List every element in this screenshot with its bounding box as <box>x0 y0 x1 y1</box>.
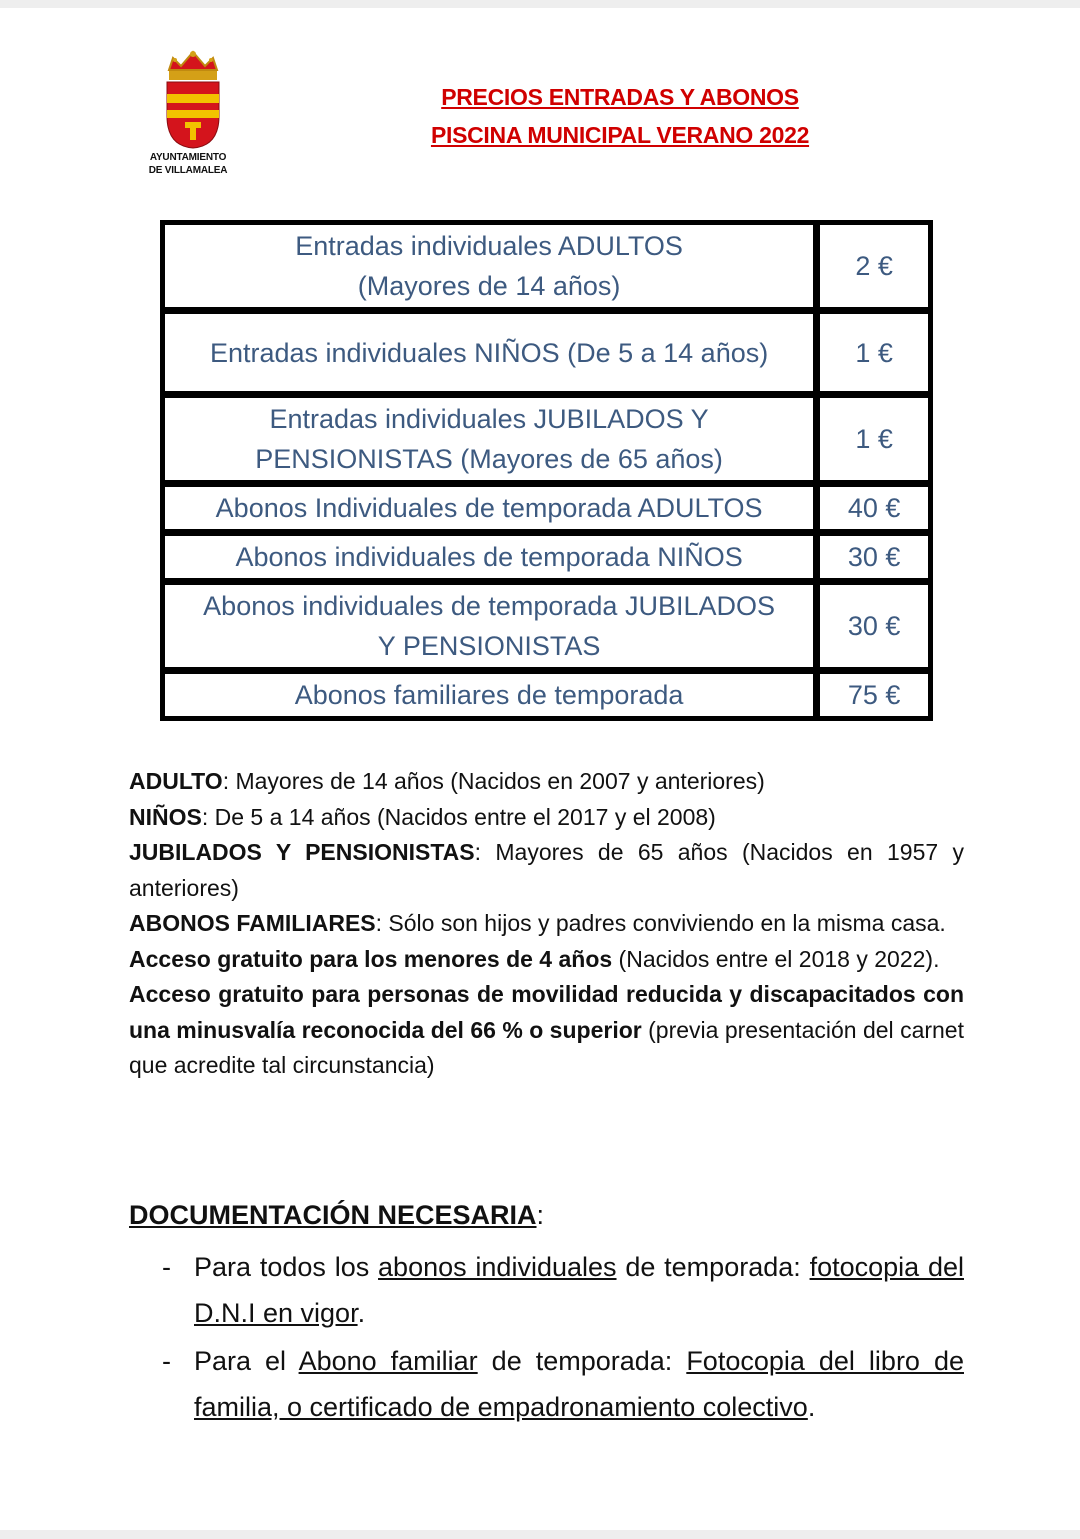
price-description: Abonos Individuales de temporada ADULTOS <box>165 487 813 529</box>
price-description <box>165 225 813 307</box>
note-text: (previa presentación del carnet que acredite tal circunstancia) <box>129 1016 964 1078</box>
item-text: Para todos los <box>194 1252 379 1282</box>
description-line: Y PENSIONISTAS <box>377 631 601 661</box>
description-line: Abonos individuales de temporada JUBILADOS <box>203 591 775 621</box>
list-dash: - <box>162 1252 171 1282</box>
table-row <box>165 536 928 578</box>
note-text: : Sólo son hijos y padres conviviendo en la misma casa. <box>375 910 946 936</box>
table-row <box>165 398 928 480</box>
documentation-heading <box>129 1200 544 1231</box>
price-value: 40 € <box>820 487 928 529</box>
price-description: Abonos individuales de temporada NIÑOS <box>165 536 813 578</box>
municipal-logo <box>150 50 260 178</box>
table-row <box>165 225 928 307</box>
price-description <box>165 585 813 667</box>
table-row <box>165 674 928 716</box>
note-paragraph <box>129 906 964 942</box>
title-line1: PRECIOS ENTRADAS Y ABONOS <box>441 84 799 110</box>
note-term: ABONOS FAMILIARES <box>129 910 376 936</box>
item-underlined-text: Abono familiar <box>298 1346 478 1376</box>
price-value: 75 € <box>820 674 928 716</box>
item-text: de temporada: <box>477 1346 687 1376</box>
price-value: 30 € <box>820 536 928 578</box>
price-value: 2 € <box>820 225 928 307</box>
table-row <box>165 314 928 391</box>
note-paragraph <box>129 942 964 978</box>
note-term: Acceso gratuito para personas de movilidad reducida y discapacitados con una minusvalía reconocida del 66 % o superior <box>129 981 964 1043</box>
title-line2: PISCINA MUNICIPAL VERANO 2022 <box>430 122 810 148</box>
note-term: NIÑOS <box>129 803 202 830</box>
documentation-colon: : <box>536 1200 545 1230</box>
item-underlined-text: abonos individuales <box>378 1252 617 1282</box>
logo-text-line1: AYUNTAMIENTO <box>149 152 227 163</box>
coat-of-arms-icon <box>163 50 223 150</box>
note-text: : Mayores de 14 años (Nacidos en 2007 y anteriores) <box>222 768 765 794</box>
price-description <box>165 398 813 480</box>
table-row <box>165 487 928 529</box>
price-value: 30 € <box>820 585 928 667</box>
item-underlined-text: fotocopia del D.N.I en vigor <box>194 1252 964 1328</box>
note-text: : Mayores de 65 años (Nacidos en 1957 y anteriores) <box>129 839 964 901</box>
note-term: Acceso gratuito para los menores de 4 años <box>129 945 613 972</box>
documentation-list <box>162 1244 964 1432</box>
list-item <box>162 1244 964 1336</box>
documentation-title: DOCUMENTACIÓN NECESARIA <box>129 1200 537 1230</box>
note-paragraph <box>129 835 964 906</box>
note-text: : De 5 a 14 años (Nacidos entre el 2017 y el 2008) <box>201 803 716 830</box>
price-description <box>165 314 813 391</box>
note-term: JUBILADOS Y PENSIONISTAS <box>129 839 475 865</box>
price-table <box>160 220 933 721</box>
notes-section <box>129 764 964 1084</box>
list-item <box>162 1338 964 1430</box>
price-value: 1 € <box>820 314 928 391</box>
list-dash: - <box>162 1346 171 1376</box>
item-text: . <box>807 1392 816 1422</box>
description-line: PENSIONISTAS (Mayores de 65 años) <box>255 444 723 474</box>
logo-text-line2: DE VILLAMALEA <box>148 165 228 176</box>
item-underlined-text: Fotocopia del libro de familia, o certificado de empadronamiento colectivo <box>194 1346 964 1422</box>
document-page <box>0 8 1080 1530</box>
description-line: Entradas individuales JUBILADOS Y <box>269 404 709 434</box>
price-value: 1 € <box>820 398 928 480</box>
item-text: de temporada: <box>616 1252 810 1282</box>
item-text: . <box>357 1298 366 1328</box>
note-paragraph <box>129 764 964 800</box>
note-term: ADULTO <box>129 768 223 794</box>
description-line: Entradas individuales ADULTOS <box>295 231 683 261</box>
note-paragraph <box>129 800 964 836</box>
description-line: (Mayores de 14 años) <box>357 271 621 301</box>
page-title <box>380 78 860 154</box>
table-row <box>165 585 928 667</box>
price-description: Abonos familiares de temporada <box>165 674 813 716</box>
note-paragraph <box>129 977 964 1084</box>
item-text: Para el <box>194 1346 299 1376</box>
note-text: (Nacidos entre el 2018 y 2022). <box>612 945 940 972</box>
description-line: Entradas individuales NIÑOS (De 5 a 14 años) <box>209 337 769 368</box>
